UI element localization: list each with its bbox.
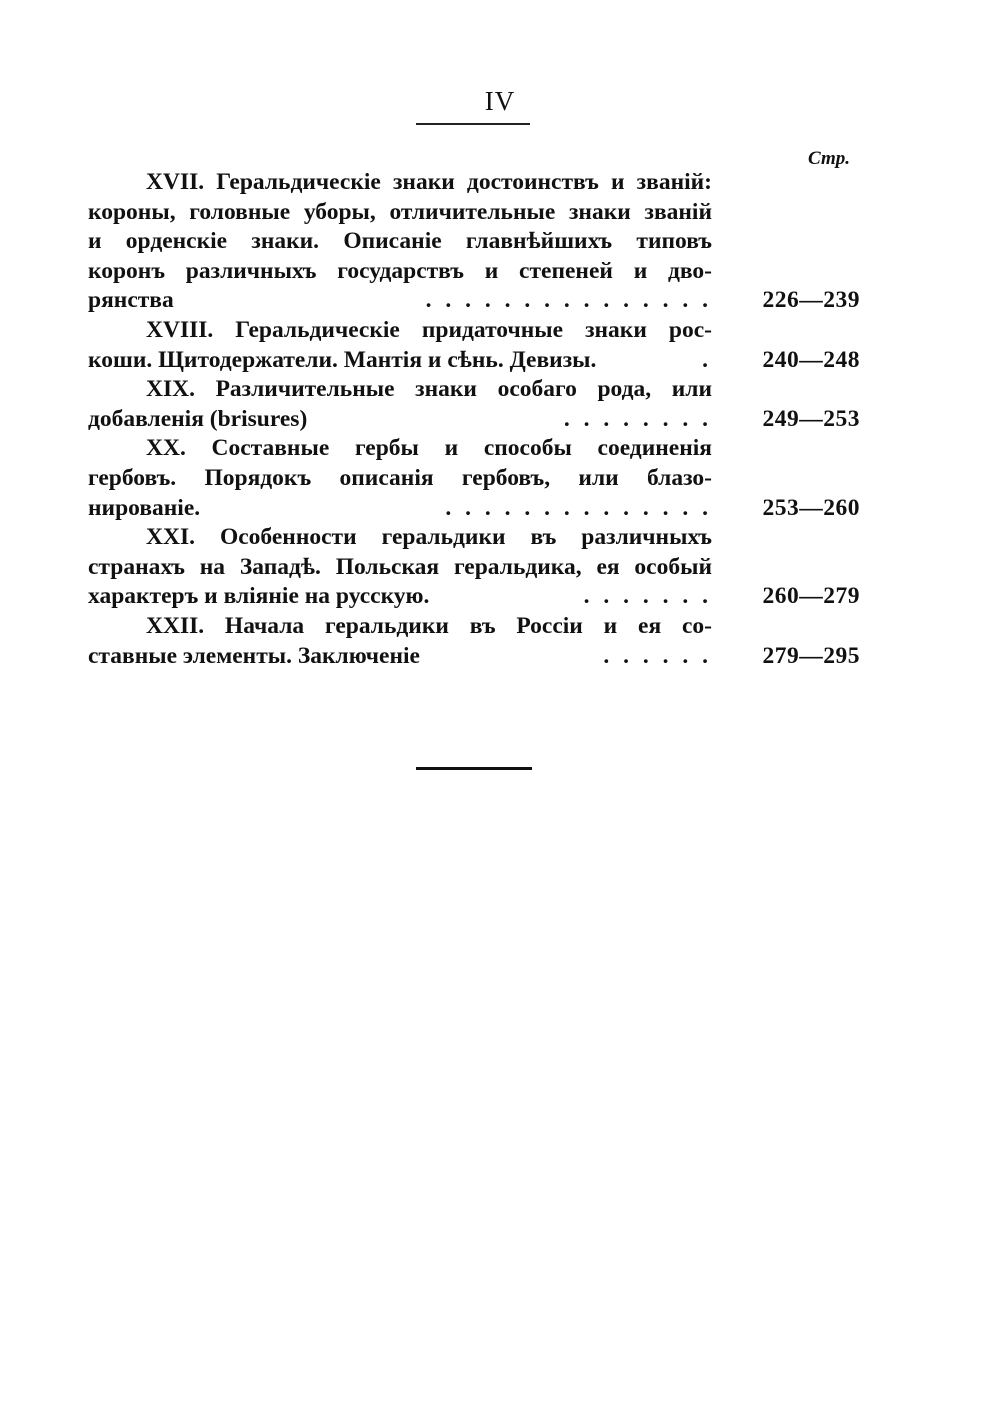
- leader-dots: . . . . . . . .: [563, 405, 712, 432]
- leader-dots: . . . . . . .: [583, 583, 712, 610]
- toc-entry-line: гербовъ. Порядокъ описанiя гербовъ, или блазо-: [88, 464, 712, 491]
- toc-entry-text: добавленiя (brisures): [88, 405, 308, 432]
- page-range: 240—248: [762, 346, 860, 373]
- toc-entry-last-line: [88, 642, 860, 672]
- leader-dots: . . . . . . . . . . . . . . .: [425, 287, 712, 314]
- toc-entry: [88, 316, 860, 375]
- toc-entry-last-line: [88, 286, 860, 316]
- page-range: 226—239: [762, 287, 860, 314]
- page-number: IV: [484, 86, 516, 116]
- toc-entry: [88, 523, 860, 612]
- bottom-rule: [416, 767, 532, 770]
- leader-dots: . . . . . . . . . . . . . .: [445, 494, 712, 521]
- toc-entry-last-line: [88, 582, 860, 612]
- toc-entry-line: XXII. Начала геральдики въ Россiи и ея со-: [146, 612, 712, 639]
- toc-entry-line: XVIII. Геральдическiе придаточные знаки рос-: [146, 316, 712, 343]
- toc-entry-line: XX. Составные гербы и способы соединенiя: [146, 435, 712, 462]
- leader-dots: . . . . . .: [603, 642, 712, 669]
- toc-entry-text: нированiе.: [88, 494, 201, 521]
- page-range: 260—279: [762, 583, 860, 610]
- table-of-contents: [88, 168, 860, 671]
- toc-entry-line: XXI. Особенности геральдики въ различныхъ: [146, 524, 712, 551]
- toc-entry-text: рянства: [88, 287, 174, 314]
- toc-entry-text: коши. Щитодержатели. Мантiя и сѣнь. Девизы.: [88, 346, 597, 373]
- toc-entry-line: XIX. Различительные знаки особаго рода, или: [146, 376, 712, 403]
- top-rule: [416, 123, 530, 125]
- toc-entry-last-line: [88, 346, 860, 376]
- page-column-label: Стр.: [808, 148, 850, 169]
- toc-entry-text: ставные элементы. Заключенiе: [88, 642, 420, 669]
- page-range: 249—253: [762, 405, 860, 432]
- toc-entry-line: короны, головные уборы, отличительные знаки званiй: [88, 198, 712, 225]
- toc-entry-text: характеръ и влiянiе на русскую.: [88, 583, 430, 610]
- toc-entry: [88, 434, 860, 523]
- toc-entry-line: странахъ на Западѣ. Польская геральдика, ея особый: [88, 553, 712, 580]
- leader-dots: .: [702, 346, 712, 373]
- toc-entry: [88, 375, 860, 434]
- toc-entry-line: коронъ различныхъ государствъ и степеней и дво-: [88, 257, 712, 284]
- page-range: 253—260: [762, 494, 860, 521]
- toc-entry: [88, 612, 860, 671]
- toc-entry-line: XVII. Геральдическiе знаки достоинствъ и званiй:: [146, 169, 712, 195]
- toc-entry-last-line: [88, 494, 860, 524]
- page-range: 279—295: [762, 642, 860, 669]
- toc-entry: [88, 168, 860, 316]
- toc-entry-last-line: [88, 405, 860, 435]
- toc-entry-line: и орденскiе знаки. Описанiе главнѣйшихъ типовъ: [88, 228, 712, 255]
